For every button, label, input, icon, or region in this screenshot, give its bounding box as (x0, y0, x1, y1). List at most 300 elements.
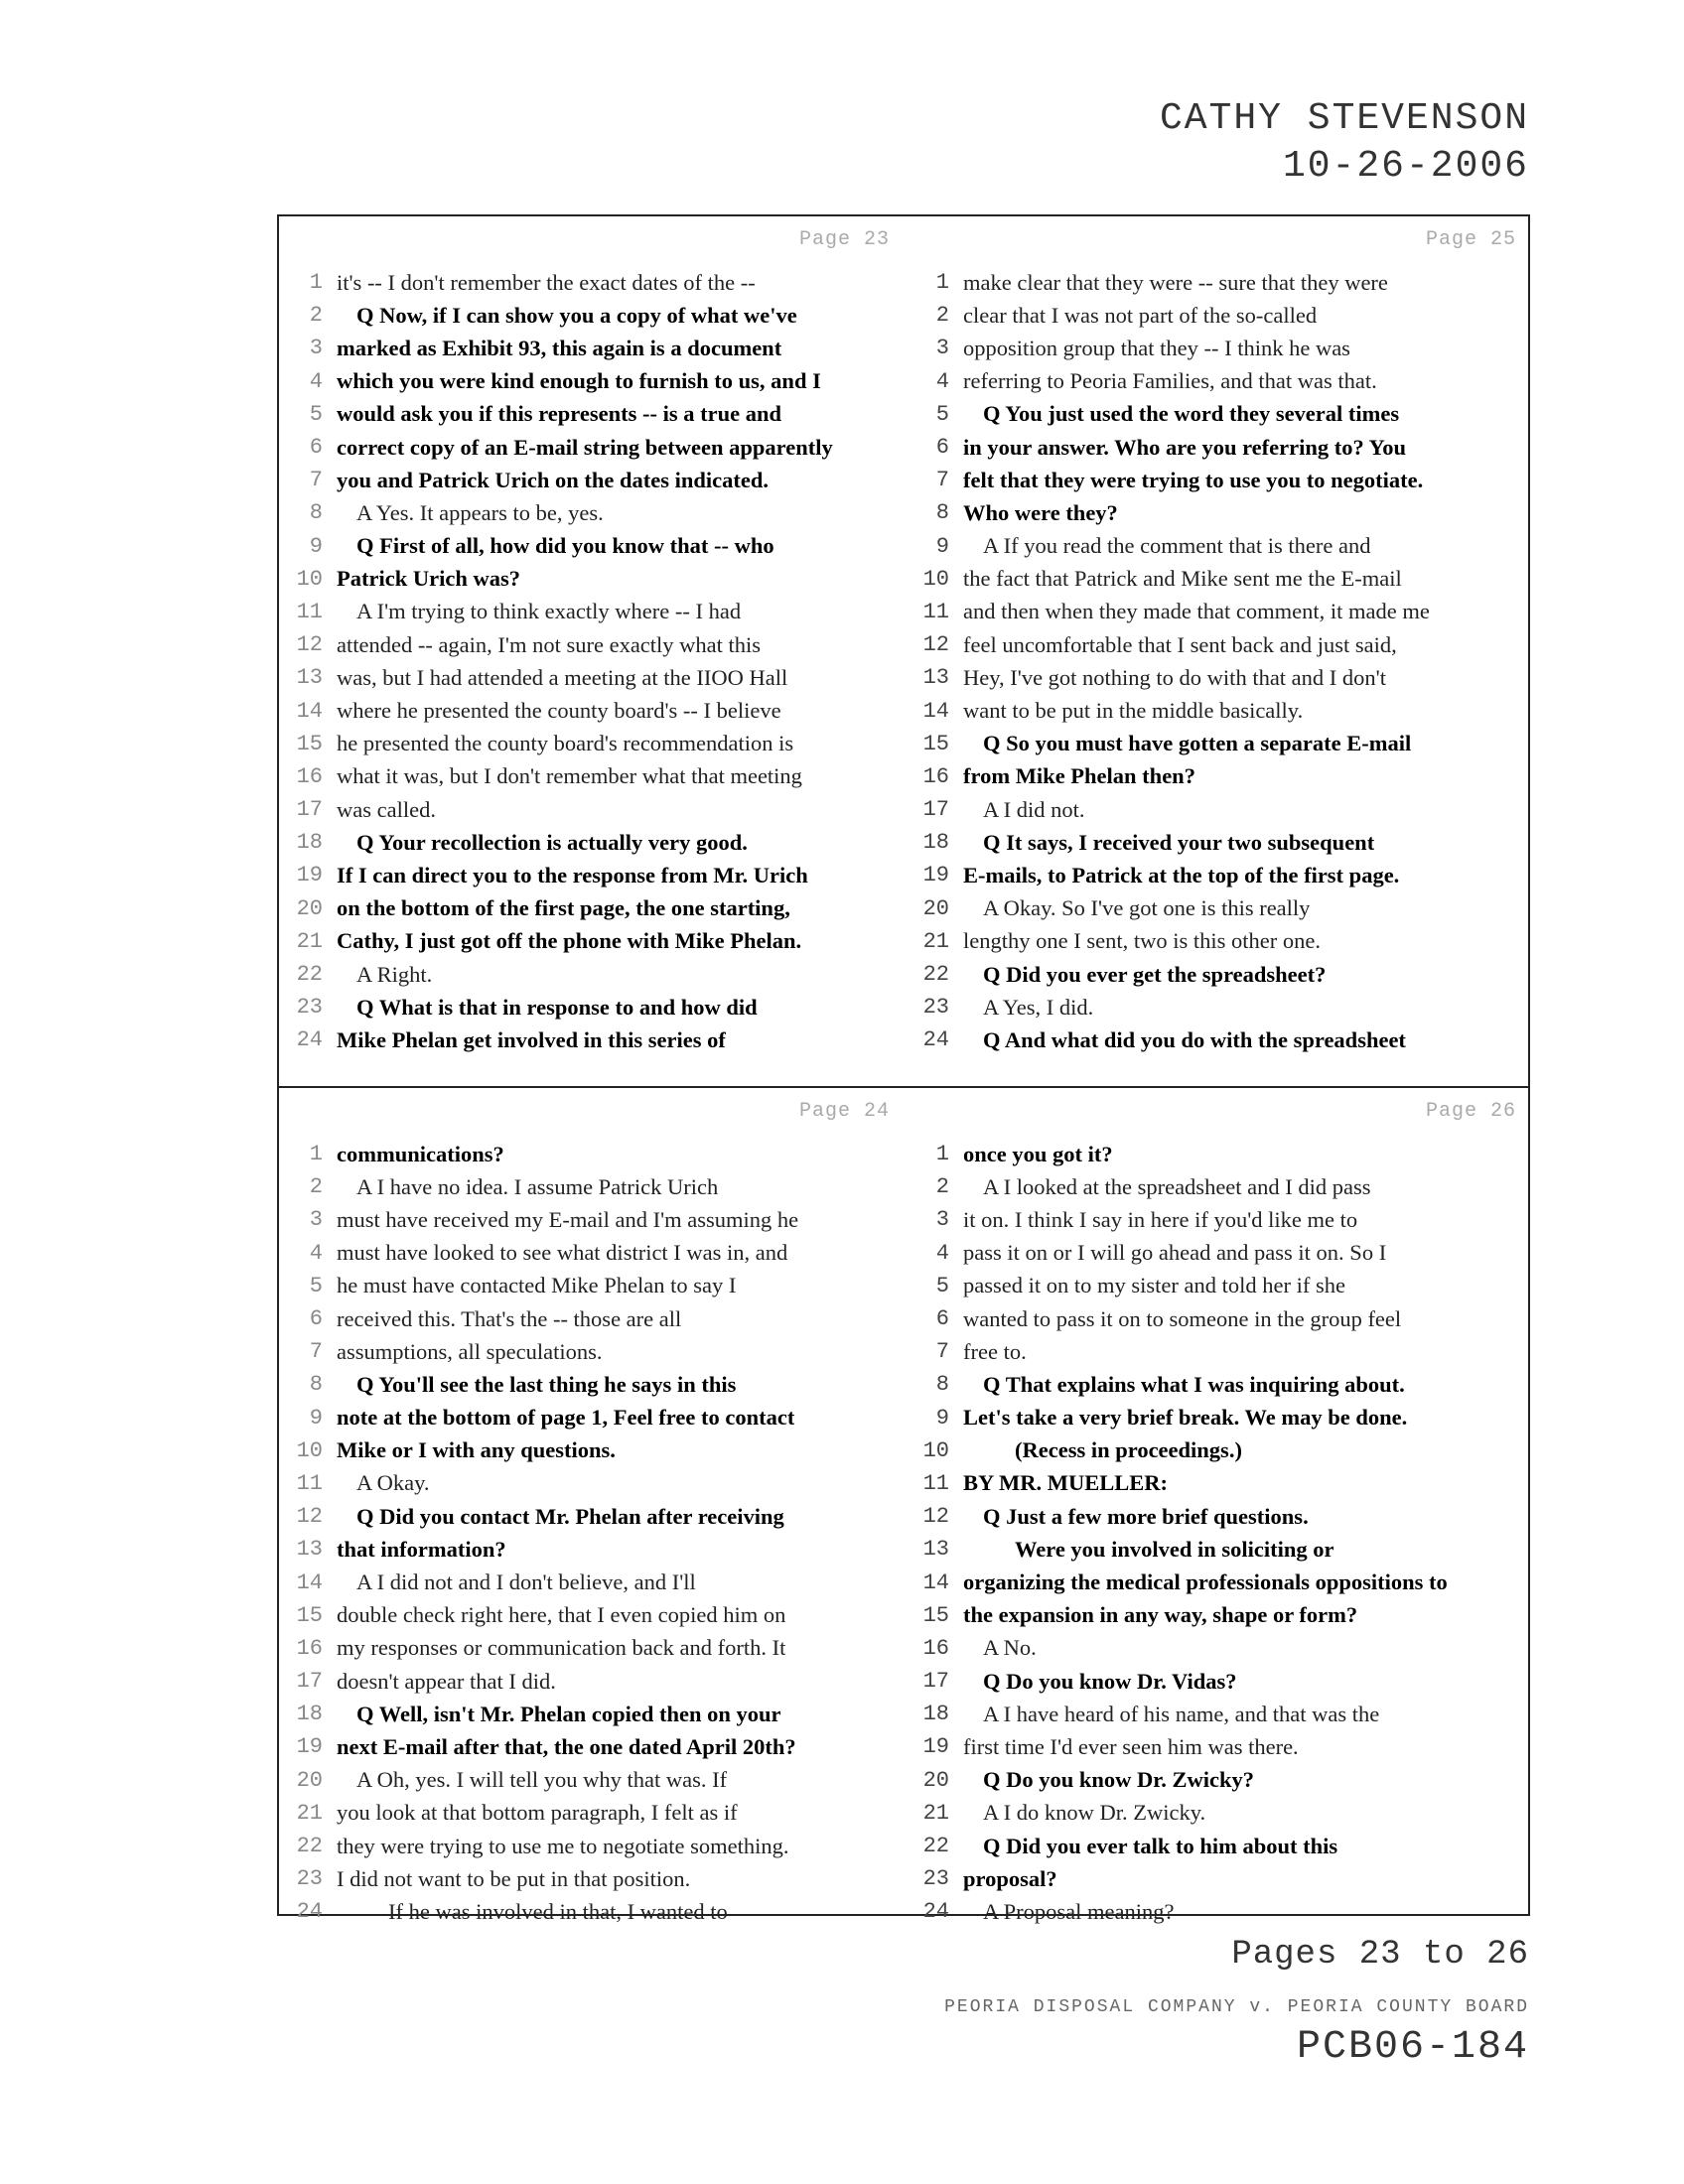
docket-number: PCB06-184 (1296, 2025, 1529, 2070)
line-number: 18 (296, 1702, 323, 1727)
page-range: Pages 23 to 26 (1231, 1936, 1529, 1974)
line-number: 9 (309, 533, 323, 559)
transcript-line (279, 1434, 906, 1467)
transcript-line (906, 793, 1532, 826)
line-number: 17 (296, 797, 323, 823)
line-number: 22 (922, 1834, 949, 1859)
line-text: the fact that Patrick and Mike sent me the E-mail (963, 566, 1402, 592)
transcript-line (279, 1368, 906, 1401)
line-number: 7 (935, 1339, 949, 1365)
line-text: note at the bottom of page 1, Feel free to contact (337, 1405, 795, 1431)
transcript-line (279, 1830, 906, 1862)
line-number: 20 (296, 895, 323, 921)
transcript-line (906, 1665, 1532, 1698)
line-text: A If you read the comment that is there and (983, 533, 1371, 559)
line-text: A I did not. (983, 796, 1085, 822)
line-number: 9 (309, 1405, 323, 1431)
line-text: where he presented the county board's -- I believe (337, 698, 781, 724)
line-number: 14 (922, 1570, 949, 1595)
line-text: must have received my E-mail and I'm assuming he (337, 1206, 799, 1232)
line-text: opposition group that they -- I think he was (963, 335, 1350, 360)
transcript-line (279, 1170, 906, 1203)
line-text: you look at that bottom paragraph, I felt as if (337, 1800, 738, 1826)
transcript-line (906, 464, 1532, 496)
transcript-line (279, 859, 906, 891)
transcript-line (906, 826, 1532, 859)
line-text: Q It says, I received your two subsequent (983, 829, 1375, 855)
transcript-line (279, 661, 906, 694)
deposition-header (1160, 95, 1529, 191)
transcript-line (906, 596, 1532, 628)
line-number: 19 (296, 1734, 323, 1760)
line-text: must have looked to see what district I was in, and (337, 1240, 788, 1266)
line-text: Q Just a few more brief questions. (983, 1503, 1309, 1529)
transcript-line (906, 1730, 1532, 1763)
line-number: 12 (922, 632, 949, 658)
line-text: Q Do you know Dr. Zwicky? (983, 1767, 1254, 1793)
line-text: was, but I had attended a meeting at the IIOO Hall (337, 664, 788, 690)
line-text: it's -- I don't remember the exact dates of the -- (337, 269, 756, 295)
line-text: Q Do you know Dr. Vidas? (983, 1668, 1237, 1694)
transcript-line (279, 496, 906, 529)
line-number: 2 (309, 303, 323, 329)
line-text: BY MR. MUELLER: (963, 1470, 1169, 1496)
transcript-line (906, 1632, 1532, 1665)
line-number: 18 (296, 830, 323, 856)
line-text: next E-mail after that, the one dated April 20th? (337, 1733, 796, 1759)
line-text: on the bottom of the first page, the one starting, (337, 895, 790, 921)
line-text: A Yes, I did. (983, 994, 1094, 1020)
line-number: 23 (922, 995, 949, 1021)
transcript-page-25 (906, 216, 1532, 1067)
line-text: Q Did you contact Mr. Phelan after receiving (356, 1503, 784, 1529)
line-text: If he was involved in that, I wanted to (388, 1898, 728, 1924)
line-number: 21 (922, 1800, 949, 1826)
transcript-line (279, 1632, 906, 1665)
line-number: 3 (309, 1207, 323, 1233)
line-number: 8 (309, 500, 323, 526)
line-number: 17 (296, 1669, 323, 1695)
line-number: 2 (935, 1174, 949, 1200)
line-text: A Okay. (356, 1470, 430, 1496)
transcript-line (279, 1302, 906, 1335)
line-text: A No. (983, 1635, 1037, 1661)
line-number: 7 (309, 1339, 323, 1365)
line-text: Q First of all, how did you know that -- who (356, 533, 774, 559)
line-number: 6 (935, 1306, 949, 1332)
transcript-line (279, 925, 906, 958)
line-text: double check right here, that I even copied him on (337, 1602, 786, 1628)
line-text: A Right. (356, 961, 433, 987)
transcript-line (279, 728, 906, 760)
transcript-line (279, 1237, 906, 1270)
transcript-line (279, 1533, 906, 1566)
transcript-line (906, 1402, 1532, 1434)
transcript-line (906, 1599, 1532, 1632)
transcript-line (279, 760, 906, 793)
transcript-line (279, 1797, 906, 1830)
line-number: 11 (922, 599, 949, 624)
line-number: 11 (922, 1470, 949, 1496)
line-number: 1 (935, 1142, 949, 1167)
transcript-line (906, 1830, 1532, 1862)
page-lines (906, 266, 1532, 1057)
line-text: Hey, I've got nothing to do with that and I don't (963, 664, 1386, 690)
transcript-page-24 (279, 1088, 906, 1939)
line-text: felt that they were trying to use you to negotiate. (963, 467, 1424, 492)
line-text: A Proposal meaning? (983, 1898, 1175, 1924)
transcript-line (906, 760, 1532, 793)
line-text: correct copy of an E-mail string between apparently (337, 434, 833, 460)
line-number: 19 (922, 863, 949, 888)
transcript-line (906, 628, 1532, 661)
line-number: 19 (922, 1734, 949, 1760)
line-number: 24 (296, 1899, 323, 1925)
line-text: Q You'll see the last thing he says in this (356, 1371, 737, 1397)
line-text: what it was, but I don't remember what that meeting (337, 763, 802, 789)
line-number: 4 (309, 368, 323, 394)
line-text: (Recess in proceedings.) (1015, 1437, 1242, 1463)
transcript-line (906, 991, 1532, 1024)
line-text: first time I'd ever seen him was there. (963, 1733, 1299, 1759)
line-number: 12 (922, 1504, 949, 1530)
line-text: my responses or communication back and forth. It (337, 1635, 786, 1661)
line-number: 6 (935, 435, 949, 461)
line-text: want to be put in the middle basically. (963, 698, 1304, 724)
line-number: 13 (922, 1537, 949, 1563)
line-number: 20 (922, 895, 949, 921)
transcript-line (279, 694, 906, 727)
transcript-line (906, 728, 1532, 760)
line-number: 15 (922, 731, 949, 756)
transcript-line (279, 563, 906, 596)
line-text: A I do know Dr. Zwicky. (983, 1800, 1206, 1826)
transcript-page-26 (906, 1088, 1532, 1939)
transcript-line (279, 464, 906, 496)
line-text: he must have contacted Mike Phelan to say I (337, 1273, 737, 1298)
deponent-name: CATHY STEVENSON (1159, 97, 1529, 140)
transcript-line (279, 365, 906, 398)
transcript-line (906, 694, 1532, 727)
transcript-line (906, 1237, 1532, 1270)
line-text: proposal? (963, 1865, 1057, 1891)
transcript-line (906, 563, 1532, 596)
line-text: A Yes. It appears to be, yes. (356, 499, 604, 525)
line-number: 14 (922, 698, 949, 724)
line-number: 10 (922, 566, 949, 592)
transcript-line (906, 1138, 1532, 1170)
transcript-line (906, 1566, 1532, 1598)
page-label: Page 26 (1425, 1100, 1516, 1123)
transcript-line (279, 1764, 906, 1797)
transcript-line (279, 1599, 906, 1632)
line-number: 5 (935, 401, 949, 427)
transcript-line (906, 1270, 1532, 1302)
transcript-line (279, 1203, 906, 1236)
line-text: communications? (337, 1141, 504, 1166)
transcript-line (906, 1500, 1532, 1533)
line-text: I did not want to be put in that position. (337, 1865, 691, 1891)
line-number: 13 (296, 1537, 323, 1563)
line-text: marked as Exhibit 93, this again is a document (337, 335, 782, 360)
transcript-line (279, 596, 906, 628)
line-text: that information? (337, 1536, 506, 1562)
line-text: you and Patrick Urich on the dates indicated. (337, 467, 770, 492)
transcript-line (279, 1500, 906, 1533)
transcript-page-23 (279, 216, 906, 1067)
line-number: 14 (296, 698, 323, 724)
transcript-line (906, 1797, 1532, 1830)
transcript-line (279, 1895, 906, 1928)
line-text: referring to Peoria Families, and that was that. (963, 368, 1377, 394)
line-number: 21 (296, 1800, 323, 1826)
line-text: Q So you must have gotten a separate E-mail (983, 731, 1412, 756)
transcript-line (906, 1203, 1532, 1236)
transcript-line (279, 1270, 906, 1302)
line-text: A Okay. So I've got one is this really (983, 895, 1311, 921)
line-number: 7 (935, 468, 949, 493)
transcript-line (279, 332, 906, 364)
transcript-line (906, 1764, 1532, 1797)
line-number: 16 (296, 1635, 323, 1661)
line-text: would ask you if this represents -- is a true and (337, 401, 781, 427)
line-number: 16 (922, 763, 949, 789)
transcript-line (279, 1665, 906, 1698)
transcript-line (279, 1024, 906, 1056)
line-number: 10 (922, 1437, 949, 1463)
line-text: Mike Phelan get involved in this series of (337, 1026, 726, 1052)
line-text: Q That explains what I was inquiring about. (983, 1371, 1405, 1397)
transcript-line (279, 628, 906, 661)
transcript-line (906, 1698, 1532, 1730)
line-number: 1 (309, 270, 323, 296)
line-number: 9 (935, 533, 949, 559)
transcript-line (906, 1467, 1532, 1500)
line-text: wanted to pass it on to someone in the group feel (963, 1305, 1402, 1331)
transcript-line (279, 1730, 906, 1763)
line-number: 24 (296, 1027, 323, 1053)
line-text: A I have heard of his name, and that was the (983, 1701, 1380, 1726)
transcript-line (906, 266, 1532, 299)
line-text: passed it on to my sister and told her if she (963, 1273, 1345, 1298)
line-number: 4 (935, 1240, 949, 1266)
line-text: Q Well, isn't Mr. Phelan copied then on your (356, 1701, 781, 1726)
page-label: Page 24 (798, 1100, 890, 1123)
line-number: 10 (296, 566, 323, 592)
transcript-line (279, 1467, 906, 1500)
transcript-line (906, 1368, 1532, 1401)
line-text: in your answer. Who are you referring to? You (963, 434, 1407, 460)
line-number: 6 (309, 1306, 323, 1332)
line-text: Who were they? (963, 499, 1118, 525)
line-text: was called. (337, 796, 436, 822)
transcript-line (906, 661, 1532, 694)
line-text: A I looked at the spreadsheet and I did pass (983, 1173, 1371, 1199)
line-number: 8 (935, 500, 949, 526)
line-number: 12 (296, 1504, 323, 1530)
transcript-line (906, 1862, 1532, 1895)
line-text: pass it on or I will go ahead and pass it on. So I (963, 1240, 1387, 1266)
line-number: 23 (296, 995, 323, 1021)
line-number: 13 (922, 665, 949, 691)
line-number: 2 (935, 303, 949, 329)
line-number: 24 (922, 1899, 949, 1925)
transcript-line (906, 892, 1532, 925)
line-number: 18 (922, 1702, 949, 1727)
line-text: clear that I was not part of the so-called (963, 302, 1318, 328)
transcript-frame (277, 214, 1530, 1925)
transcript-line (906, 958, 1532, 991)
line-number: 22 (296, 1834, 323, 1859)
transcript-line (906, 1302, 1532, 1335)
page-label: Page 23 (798, 228, 890, 251)
transcript-line (906, 1170, 1532, 1203)
line-number: 3 (935, 336, 949, 361)
case-title: PEORIA DISPOSAL COMPANY v. PEORIA COUNTY BOARD (944, 1997, 1529, 2017)
line-number: 20 (296, 1767, 323, 1793)
transcript-line (279, 299, 906, 332)
line-number: 5 (935, 1273, 949, 1298)
line-number: 15 (296, 1602, 323, 1628)
line-text: doesn't appear that I did. (337, 1668, 556, 1694)
line-number: 6 (309, 435, 323, 461)
line-text: Patrick Urich was? (337, 566, 520, 592)
line-number: 16 (922, 1635, 949, 1661)
line-text: assumptions, all speculations. (337, 1338, 603, 1364)
line-text: Were you involved in soliciting or (1015, 1536, 1334, 1562)
line-number: 15 (296, 731, 323, 756)
line-number: 23 (922, 1866, 949, 1892)
line-number: 4 (935, 368, 949, 394)
line-number: 10 (296, 1437, 323, 1463)
line-text: once you got it? (963, 1141, 1113, 1166)
transcript-line (279, 793, 906, 826)
line-text: make clear that they were -- sure that they were (963, 269, 1388, 295)
line-number: 20 (922, 1767, 949, 1793)
transcript-line (279, 826, 906, 859)
transcript-line (906, 1024, 1532, 1056)
page-label: Page 25 (1425, 228, 1516, 251)
transcript-line (906, 496, 1532, 529)
line-number: 14 (296, 1570, 323, 1595)
line-text: free to. (963, 1338, 1027, 1364)
line-text: Q You just used the word they several times (983, 401, 1400, 427)
deposition-date: 10-26-2006 (1282, 145, 1529, 188)
line-text: the expansion in any way, shape or form? (963, 1602, 1358, 1628)
transcript-line (279, 530, 906, 563)
page-lines (279, 1138, 906, 1929)
line-number: 17 (922, 1669, 949, 1695)
line-text: it on. I think I say in here if you'd like me to (963, 1206, 1358, 1232)
line-text: A I'm trying to think exactly where -- I had (356, 599, 742, 624)
line-number: 8 (309, 1372, 323, 1398)
line-number: 1 (309, 1142, 323, 1167)
line-number: 16 (296, 763, 323, 789)
transcript-line (906, 431, 1532, 464)
line-text: organizing the medical professionals oppositions to (963, 1570, 1448, 1595)
line-text: Q What is that in response to and how did (356, 994, 758, 1020)
transcript-line (906, 299, 1532, 332)
line-text: A Oh, yes. I will tell you why that was. If (356, 1767, 728, 1793)
line-number: 2 (309, 1174, 323, 1200)
line-text: Q Did you ever get the spreadsheet? (983, 961, 1327, 987)
line-number: 24 (922, 1027, 949, 1053)
line-text: and then when they made that comment, it made me (963, 599, 1430, 624)
line-text: they were trying to use me to negotiate something. (337, 1833, 789, 1858)
line-text: lengthy one I sent, two is this other one. (963, 928, 1321, 954)
line-text: Q Did you ever talk to him about this (983, 1833, 1338, 1858)
transcript-line (279, 266, 906, 299)
page-lines (906, 1138, 1532, 1929)
page-lines (279, 266, 906, 1057)
line-number: 8 (935, 1372, 949, 1398)
line-number: 5 (309, 401, 323, 427)
line-number: 5 (309, 1273, 323, 1298)
line-number: 22 (296, 962, 323, 988)
line-number: 11 (296, 599, 323, 624)
transcript-line (279, 1402, 906, 1434)
line-text: feel uncomfortable that I sent back and just said, (963, 631, 1397, 657)
transcript-line (906, 365, 1532, 398)
transcript-line (906, 1335, 1532, 1368)
line-number: 22 (922, 962, 949, 988)
transcript-line (906, 1533, 1532, 1566)
transcript-line (906, 530, 1532, 563)
line-number: 19 (296, 863, 323, 888)
transcript-line (279, 1566, 906, 1598)
line-number: 13 (296, 665, 323, 691)
transcript-line (279, 1138, 906, 1170)
transcript-line (279, 1698, 906, 1730)
line-number: 15 (922, 1602, 949, 1628)
line-text: E-mails, to Patrick at the top of the first page. (963, 862, 1400, 887)
line-number: 3 (309, 336, 323, 361)
transcript-line (279, 991, 906, 1024)
transcript-line (279, 1335, 906, 1368)
transcript-line (906, 859, 1532, 891)
transcript-line (279, 398, 906, 431)
line-number: 23 (296, 1866, 323, 1892)
line-text: from Mike Phelan then? (963, 763, 1195, 789)
line-number: 11 (296, 1470, 323, 1496)
line-text: Mike or I with any questions. (337, 1437, 616, 1463)
line-text: received this. That's the -- those are all (337, 1305, 682, 1331)
line-text: Q And what did you do with the spreadsheet (983, 1026, 1406, 1052)
line-number: 12 (296, 632, 323, 658)
transcript-line (279, 1862, 906, 1895)
line-number: 4 (309, 1240, 323, 1266)
line-text: A I have no idea. I assume Patrick Urich (356, 1173, 719, 1199)
line-number: 1 (935, 270, 949, 296)
line-number: 21 (296, 928, 323, 954)
transcript-line (279, 892, 906, 925)
line-text: Let's take a very brief break. We may be done. (963, 1405, 1408, 1431)
line-text: which you were kind enough to furnish to us, and I (337, 368, 821, 394)
line-number: 18 (922, 830, 949, 856)
transcript-line (279, 958, 906, 991)
line-number: 21 (922, 928, 949, 954)
line-text: If I can direct you to the response from Mr. Urich (337, 862, 808, 887)
line-text: Q Now, if I can show you a copy of what we've (356, 302, 797, 328)
transcript-line (906, 398, 1532, 431)
line-text: attended -- again, I'm not sure exactly what this (337, 631, 762, 657)
line-number: 7 (309, 468, 323, 493)
transcript-line (279, 431, 906, 464)
line-text: he presented the county board's recommendation is (337, 731, 794, 756)
line-text: Q Your recollection is actually very good. (356, 829, 748, 855)
transcript-line (906, 1434, 1532, 1467)
line-number: 17 (922, 797, 949, 823)
